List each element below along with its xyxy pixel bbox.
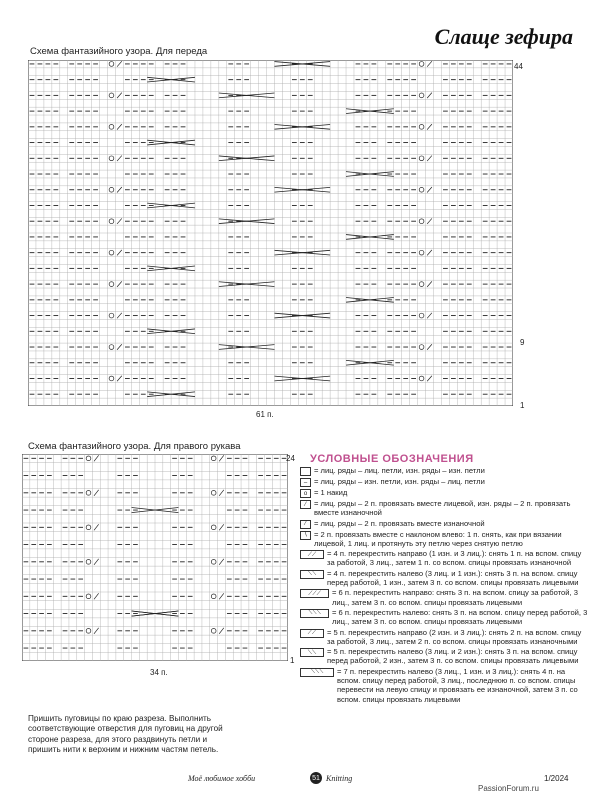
front-chart-grid <box>28 60 513 406</box>
legend-item <box>300 466 590 476</box>
legend-item <box>300 499 590 518</box>
legend-item <box>300 549 590 568</box>
legend-symbol-icon: ⟍⟍ <box>300 648 324 657</box>
page-title: Слаще зефира <box>434 24 573 49</box>
legend-item <box>300 588 590 607</box>
legend-text: = лиц. ряды – лиц. петли, изн. ряды – изн. петли <box>314 466 485 475</box>
legend-symbol-icon <box>300 467 311 476</box>
legend-symbol-icon: ⟍⟍ <box>300 570 324 579</box>
legend-text: = лиц. ряды – 2 п. провязать вместе изнаночной <box>314 518 485 528</box>
sleeve-chart-grid <box>22 454 288 661</box>
legend-list <box>300 466 590 705</box>
legend-symbol-icon: ⟍⟍⟍ <box>300 609 329 618</box>
footer-issue: 1/2024 <box>544 774 569 783</box>
legend-text: = 5 п. перекрестить направо (2 изн. и 3 лиц.): снять 2 п. на вспом. спицу за работой, 3 лиц., затем 2 п. со вспом. спицы провязать изнаночными <box>327 627 582 646</box>
legend-text: = 6 п. перекрестить налево: снять 3 п. на вспом. спицу перед работой, 3 лиц., затем 3 п. со вспом. спицы провязать лицевыми <box>332 607 588 627</box>
sleeve-row-24: 24 <box>286 454 295 463</box>
sleeve-stitch-count: 34 п. <box>150 668 168 677</box>
footer-page-number: 51 <box>310 772 322 784</box>
legend-symbol-icon: ⁄ <box>300 520 311 529</box>
assembly-note: Пришить пуговицы по краю разреза. Выполнить соответствующие отверстия для пуговиц на другой стороне разреза, для этого раздвинуть петли и пришить нити к верхним и нижним частям петель. <box>28 714 223 754</box>
legend-item <box>300 488 590 498</box>
legend-symbol-icon: – <box>300 478 311 487</box>
footer-watermark: PassionForum.ru <box>478 784 539 793</box>
legend-text: = 1 накид <box>314 488 348 497</box>
front-row-44: 44 <box>514 62 523 71</box>
legend-symbol-icon: ⁄ <box>300 500 311 509</box>
legend-symbol-icon: ⟍⟍⟍ <box>300 668 334 677</box>
footer-section: Knitting <box>326 774 353 783</box>
legend-text: = лиц. ряды – 2 п. провязать вместе лицевой, изн. ряды – 2 п. провязать вместе изнаночной <box>314 499 571 518</box>
legend-item <box>300 628 590 647</box>
legend-item <box>300 519 590 529</box>
legend-symbol-icon: o <box>300 489 311 498</box>
legend-symbol-icon: ⟋⟋ <box>300 550 324 559</box>
legend-symbol-icon: ⟋⟋⟋ <box>300 589 329 598</box>
legend-text: = лиц. ряды – изн. петли, изн. ряды – лиц. петли <box>314 477 485 486</box>
sleeve-chart-title: Схема фантазийного узора. Для правого рукава <box>28 441 241 452</box>
front-stitch-count: 61 п. <box>256 410 274 419</box>
legend-symbol-icon: ⟋⟋ <box>300 629 324 638</box>
footer-magazine: Моё любимое хобби <box>188 774 256 783</box>
legend-item <box>300 530 590 549</box>
legend-text: = 7 п. перекрестить налево (3 лиц., 1 изн. и 3 лиц.): снять 4 п. на вспом. спицу перед работой, 3 лиц., последнюю п. со вспом. спицы перевести на левую спицу и провязать ее изнаночной, затем 3 п. со вспом. спицы провязать лицевыми <box>337 666 578 704</box>
legend-item <box>300 477 590 487</box>
legend-item <box>300 569 590 588</box>
front-row-1: 1 <box>520 401 525 410</box>
legend-symbol-icon: ∖ <box>300 531 311 540</box>
legend-item <box>300 608 590 627</box>
front-row-9: 9 <box>520 338 525 347</box>
sleeve-row-1: 1 <box>290 656 295 665</box>
legend-text: = 4 п. перекрестить налево (3 лиц. и 1 изн.): снять 3 п. на вспом. спицу перед работой, 1 изн., затем 3 п. со вспом. спицы провязать лицевыми <box>327 568 579 588</box>
legend-item <box>300 667 590 704</box>
legend-text: = 4 п. перекрестить направо (1 изн. и 3 лиц.): снять 1 п. на вспом. спицу за работой, 3 лиц., затем 1 п. со вспом. спицы провязать изнаночной <box>327 549 582 568</box>
legend-text: = 5 п. перекрестить налево (3 лиц. и 2 изн.): снять 3 п. на вспом. спицу перед работой, 2 изн., затем 3 п. со вспом. спицы провязать лицевыми <box>327 647 579 666</box>
legend-item <box>300 647 590 666</box>
legend-text: = 2 п. провязать вместе с наклоном влево: 1 п. снять, как при вязании лицевой, 1 лиц. и протянуть эту петлю через снятую петлю <box>314 529 562 548</box>
legend-text: = 6 п. перекрестить направо: снять 3 п. на вспом. спицу за работой, 3 лиц., затем 3 п. со вспом. спицы провязать лицевыми <box>332 588 578 607</box>
legend-title: УСЛОВНЫЕ ОБОЗНАЧЕНИЯ <box>310 453 474 465</box>
front-chart-title: Схема фантазийного узора. Для переда <box>30 46 208 57</box>
